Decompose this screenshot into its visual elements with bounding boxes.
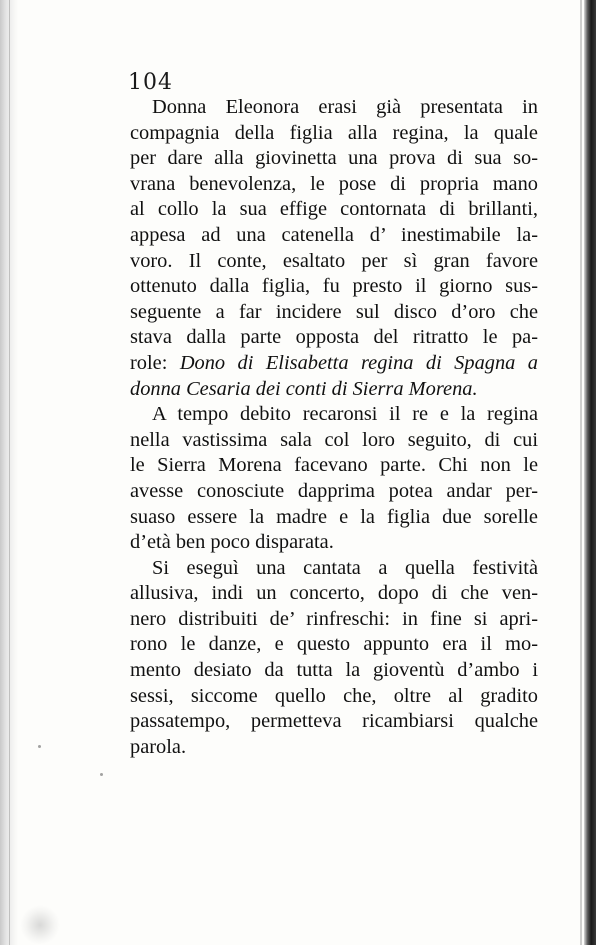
text-line: le Sierra Morena facevano parte. Chi non le [130,454,538,477]
text-line: Donna Eleonora erasi già presentata in [152,96,538,118]
text-line: appesa ad una catenella d’ inestimabile la- [130,223,538,246]
text-line: voro. Il conte, esaltato per sì gran favore [130,249,538,272]
paragraph-3 [130,556,538,761]
text-line: per dare alla giovinetta una prova di sua so- [130,147,538,170]
text-line: mento desiato da tutta la gioventù d’ambo i [130,659,538,682]
paragraph-1 [130,95,538,402]
text-line: stava dalla parte opposta del ritratto le pa- [130,326,538,349]
paper-speck [38,745,41,748]
text-line: A tempo debito recaronsi il re e la regina [152,403,538,426]
text-fragment: role: [130,351,168,374]
text-line: suaso essere la madre e la figlia due sorelle [130,505,538,528]
text-line: seguente a far incidere sul disco d’oro che [130,300,538,323]
text-line: ottenuto dalla figlia, fu presto il giorno sus- [130,275,538,298]
text-line-mixed [130,351,538,377]
text-line: parola. [130,735,187,758]
page-edge-shadow [584,0,596,945]
text-line: al collo la sua effige contornata di brillanti, [130,198,538,221]
paper-speck [100,773,103,776]
paper-stain [20,905,60,945]
text-line: passatempo, permetteva ricambiarsi qualche [130,710,538,733]
text-line: vrana benevolenza, le pose di propria mano [130,172,538,195]
page-number: 104 [128,70,173,95]
page-edge-line [580,0,582,945]
text-line: allusiva, indi un concerto, dopo di che ven- [130,582,538,605]
text-line: rono le danze, e questo appunto era il mo- [130,633,538,656]
binding-line [9,0,10,945]
text-line: nella vastissima sala col loro seguito, di cui [130,428,538,451]
text-line: d’età ben poco disparata. [130,531,334,554]
paragraph-2 [130,402,538,556]
inscription-text: Dono di Elisabetta regina di Spagna a [179,351,538,374]
text-line: avesse conosciute dapprima potea andar per- [130,479,538,502]
text-line: nero distribuiti de’ rinfreschi: in fine si apri- [130,607,538,630]
body-text [130,95,538,760]
text-line: compagnia della figlia alla regina, la quale [130,121,538,144]
text-line: Si eseguì una cantata a quella festività [152,556,538,579]
text-line: sessi, siccome quello che, oltre al gradito [130,684,538,707]
inscription-text: donna Cesaria dei conti di Sierra Morena. [130,377,478,400]
